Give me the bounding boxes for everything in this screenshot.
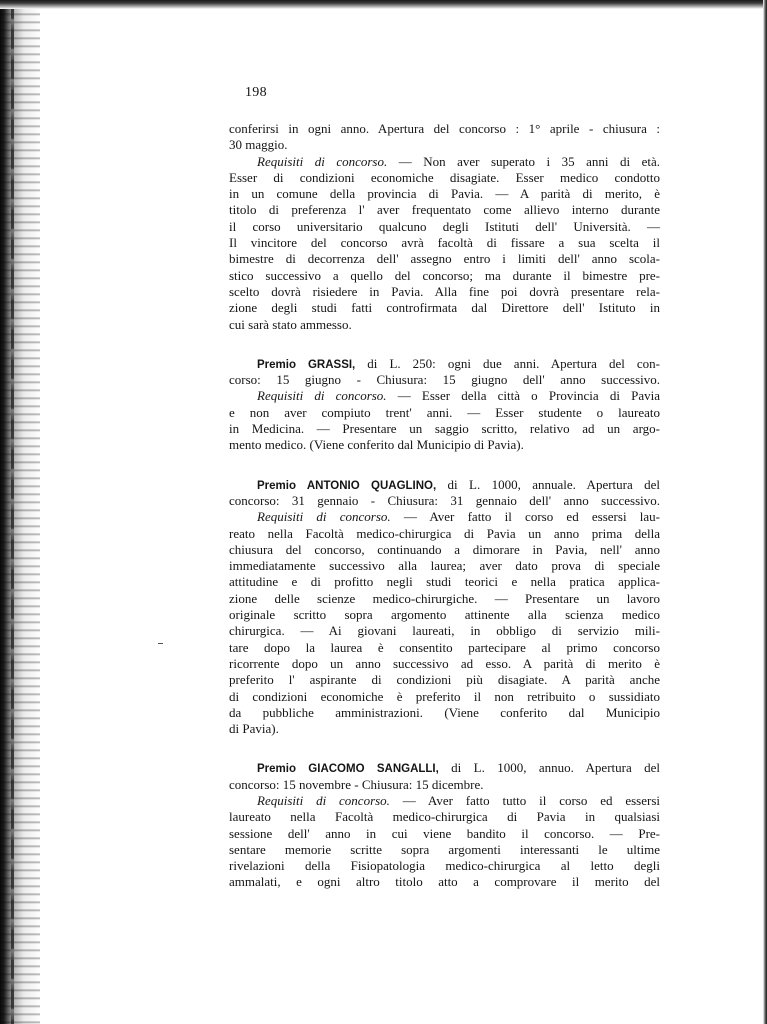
requirements-line: Requisiti di concorso. — Aver fatto tutto il corso ed essersi (257, 792, 660, 808)
text-line: attitudine e di profitto negli studi teorici e nella pratica applica- (229, 574, 660, 590)
prize-heading-line: Premio GRASSI, di L. 250: ogni due anni. Apertura del con- (257, 355, 661, 371)
text-line: bimestre di decorrenza dell' assegno entro i limiti dell' anno scola- (229, 251, 660, 267)
prize-name: Premio ANTONIO QUAGLINO, (257, 479, 437, 492)
text-line: ammalati, e ogni altro titolo atto a comprovare il merito del (229, 874, 660, 890)
text-line: e non aver compiuto trent' anni. — Esser studente o laureato (229, 404, 660, 420)
text-line: in un comune della provincia di Pavia. — A parità di merito, è (229, 186, 660, 202)
prize-heading-line: Premio ANTONIO QUAGLINO, di L. 1000, annuale. Apertura del (257, 476, 661, 492)
requirements-label: Requisiti di concorso. (257, 153, 388, 169)
text-line: concorso: 15 novembre - Chiusura: 15 dicembre. (229, 776, 484, 792)
text-line: Il vincitore del concorso avrà facoltà di fissare a sua scelta il (229, 235, 660, 251)
text-line: in Medicina. — Presentare un saggio scritto, relativo ad un argo- (229, 421, 660, 437)
text-line: conferirsi in ogni anno. Apertura del concorso : 1° aprile - chiusura : (229, 121, 660, 136)
requirements-line: Requisiti di concorso. — Aver fatto il corso ed essersi lau- (257, 509, 660, 525)
text-line: chiusura del concorso, continuando a dimorare in Pavia, nell' anno (229, 541, 660, 557)
requirements-label: Requisiti di concorso. (257, 388, 387, 404)
prize-grassi-section (229, 356, 660, 454)
scanned-page-left-margin (0, 0, 40, 1024)
text-line: corso: 15 giugno - Chiusura: 15 giugno dell' anno successivo. (229, 372, 660, 388)
text-line: zione delle scienze medico-chirurgiche. — Presentare un lavoro (229, 590, 660, 606)
requirements-line: Requisiti di concorso. — Non aver superato i 35 anni di età. (257, 153, 660, 169)
text-line: concorso: 31 gennaio - Chiusura: 31 gennaio dell' anno successivo. (229, 492, 660, 508)
page-body (229, 121, 660, 891)
text-line: reato nella Facoltà medico-chirurgica di Pavia un anno prima della (229, 525, 660, 541)
text-line: cui sarà stato ammesso. (229, 316, 352, 332)
text-line: scelto dovrà risiedere in Pavia. Alla fine poi dovrà presentare rela- (229, 283, 660, 299)
requirements-paragraph (229, 154, 660, 333)
text-line: originale scritto sopra argomento attinente alla scienza medico (229, 607, 660, 623)
text-line: 30 maggio. (229, 137, 288, 153)
scanned-page-top-edge (0, 0, 767, 9)
prize-name: Premio GIACOMO SANGALLI, (257, 763, 439, 776)
scan-speck (158, 643, 163, 644)
text-line: sentare memorie scritte sopra argomenti interessanti le ultime (229, 841, 660, 857)
prize-name: Premio GRASSI, (257, 358, 356, 371)
text-line: di Pavia). (229, 721, 279, 737)
requirements-label: Requisiti di concorso. (257, 509, 391, 525)
text-line: Esser di condizioni economiche disagiate. Esser medico condotto (229, 169, 660, 185)
text-line: immediatamente successivo alla laurea; aver dato prova di speciale (229, 558, 660, 574)
requirements-line: Requisiti di concorso. — Esser della città o Provincia di Pavia (257, 388, 660, 404)
scanned-binding-streak (11, 0, 14, 1024)
text-line: stico successivo a quello del concorso; ma durante il bimestre pre- (229, 267, 660, 283)
text-line: preferito l' aspirante di condizioni più disagiate. A parità anche (229, 672, 660, 688)
text-line: rivelazioni della Fisiopatologia medico-chirurgica al letto degli (229, 858, 660, 874)
prize-quaglino-section (229, 477, 660, 738)
prize-sangalli-section (229, 760, 660, 890)
text-line: tare dopo la laurea è consentito partecipare al primo concorso (229, 639, 660, 655)
prize-heading-line: Premio GIACOMO SANGALLI, di L. 1000, annuo. Apertura del (257, 760, 660, 776)
text-line: chirurgica. — Ai giovani laureati, in obbligo di servizio mili- (229, 623, 660, 639)
text-line: il corso universitario qualcuno degli Istituti dell' Università. — (229, 218, 660, 234)
requirements-label: Requisiti di concorso. (257, 792, 390, 808)
text-line: da pubbliche amministrazioni. (Viene conferito dal Municipio (229, 704, 660, 720)
text-line: zione degli studi fatti controfirmata dal Direttore dell' Istituto in (229, 300, 660, 316)
text-line: laureato nella Facoltà medico-chirurgica di Pavia in qualsiasi (229, 809, 660, 825)
continuation-paragraph (229, 121, 660, 154)
text-line: mento medico. (Viene conferito dal Municipio di Pavia). (229, 437, 524, 453)
text-line: sessione dell' anno in cui viene bandito il concorso. — Pre- (229, 825, 660, 841)
text-line: titolo di preferenza l' aver frequentato come allievo interno durante (229, 202, 660, 218)
text-line: di condizioni economiche è preferito il non retribuito o sussidiato (229, 688, 660, 704)
text-line: ricorrente dopo un anno successivo ad esso. A parità di merito è (229, 655, 660, 671)
scanned-page-right-edge (763, 0, 767, 1024)
page-number: 198 (245, 85, 267, 100)
